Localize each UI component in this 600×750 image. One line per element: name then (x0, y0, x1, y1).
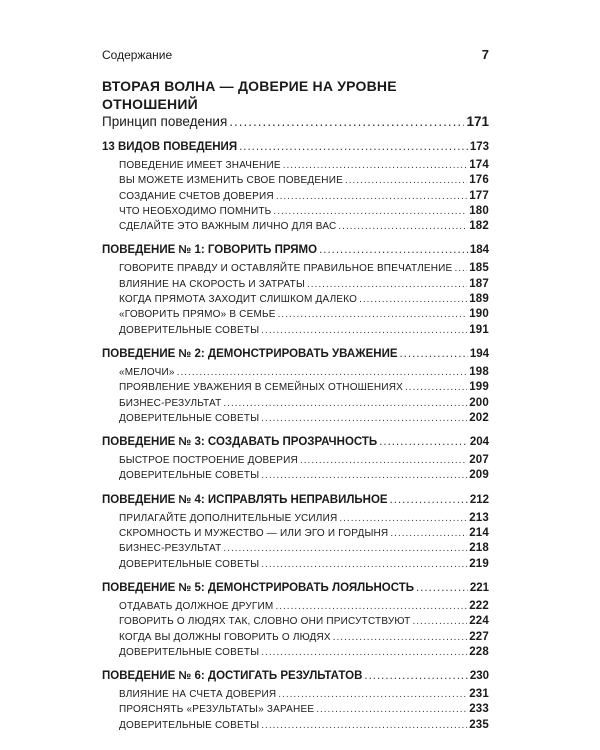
toc-entry-label: 13 ВИДОВ ПОВЕДЕНИЯ (102, 141, 238, 153)
dot-leader (359, 292, 467, 307)
toc-entry-label: ПОВЕДЕНИЕ № 3: СОЗДАВАТЬ ПРОЗРАЧНОСТЬ (102, 436, 378, 449)
dot-leader (400, 346, 468, 363)
toc-section-heading[interactable] (102, 492, 489, 509)
toc-entry-label: «МЕЛОЧИ» (119, 366, 175, 378)
toc-section (102, 139, 489, 234)
toc-entry-page: 209 (469, 469, 489, 482)
toc-subentry[interactable] (102, 702, 489, 717)
dot-leader (405, 380, 467, 395)
dot-leader (364, 668, 467, 685)
dot-leader (307, 277, 467, 292)
toc-section-heading[interactable] (102, 242, 489, 259)
dot-leader (454, 261, 467, 276)
dot-leader (261, 468, 467, 483)
toc-entry-label: «ГОВОРИТЬ ПРЯМО» В СЕМЬЕ (119, 309, 276, 321)
toc-entry-page: 233 (469, 703, 489, 716)
toc-entry-label: ПРИЛАГАЙТЕ ДОПОЛНИТЕЛЬНЫЕ УСИЛИЯ (119, 512, 338, 524)
toc-entry-page: 191 (469, 323, 489, 336)
toc-entry-page: 224 (469, 615, 489, 628)
toc-entry-label: ЧТО НЕОБХОДИМО ПОМНИТЬ (119, 205, 272, 217)
toc-section (102, 580, 489, 660)
toc-subentry[interactable] (102, 204, 489, 219)
toc-entry-page: 227 (469, 630, 489, 643)
toc-entry-label: ДОВЕРИТЕЛЬНЫЕ СОВЕТЫ (119, 646, 260, 658)
toc-subentry[interactable] (102, 411, 489, 426)
toc-entry-label: ВЛИЯНИЕ НА СЧЕТА ДОВЕРИЯ (119, 689, 277, 701)
toc-entry-page: 230 (469, 670, 489, 683)
dot-leader (229, 113, 464, 131)
toc-entry-page: 207 (469, 454, 489, 467)
toc-entry-page: 204 (469, 436, 489, 449)
dot-leader (275, 599, 467, 614)
toc-entry-label: ДОВЕРИТЕЛЬНЫЕ СОВЕТЫ (119, 719, 260, 731)
toc-section-heading[interactable] (102, 580, 489, 597)
toc-subentry[interactable] (102, 599, 489, 614)
dot-leader (223, 396, 467, 411)
toc-entry-label: БИЗНЕС-РЕЗУЛЬТАТ (119, 397, 222, 409)
toc-subentry[interactable] (102, 526, 489, 541)
toc-subentry[interactable] (102, 718, 489, 733)
toc-entry-page: 218 (469, 542, 489, 555)
toc-sections (102, 139, 489, 733)
dot-leader (177, 365, 468, 380)
toc-section-heading[interactable] (102, 434, 489, 451)
toc-entry-page: 202 (469, 411, 489, 424)
toc-entry-label: ПРОЯСНЯТЬ «РЕЗУЛЬТАТЫ» ЗАРАНЕЕ (119, 704, 315, 716)
toc-entry-page: 231 (469, 688, 489, 701)
toc-entry-label: ГОВОРИТЕ ПРАВДУ И ОСТАВЛЯЙТЕ ПРАВИЛЬНОЕ ВПЕЧАТЛЕНИЕ (119, 263, 453, 275)
dot-leader (319, 242, 468, 259)
toc-section (102, 346, 489, 426)
dot-leader (338, 219, 467, 234)
toc-entry-page: 177 (469, 189, 489, 202)
toc-entry-label: ПОВЕДЕНИЕ ИМЕЕТ ЗНАЧЕНИЕ (119, 160, 281, 171)
toc-entry-label: БИЗНЕС-РЕЗУЛЬТАТ (119, 543, 222, 555)
toc-entry-label: СКРОМНОСТЬ И МУЖЕСТВО — ИЛИ ЭГО И ГОРДЫНЯ (119, 528, 389, 540)
toc-entry-page: 212 (469, 493, 489, 506)
toc-entry-label: ПРОЯВЛЕНИЕ УВАЖЕНИЯ В СЕМЕЙНЫХ ОТНОШЕНИЯХ (119, 382, 404, 394)
toc-section-heading[interactable] (102, 346, 489, 363)
running-header (102, 47, 489, 62)
toc-entry-label: ОТДАВАТЬ ДОЛЖНОЕ ДРУГИМ (119, 600, 274, 612)
toc-entry-principle[interactable] (102, 113, 489, 131)
toc-subentry[interactable] (102, 541, 489, 556)
toc-entry-page: 194 (469, 347, 489, 360)
toc-subentry[interactable] (102, 614, 489, 629)
toc-subentry[interactable] (102, 645, 489, 660)
toc-section (102, 242, 489, 337)
toc-entry-label: ВЫ МОЖЕТЕ ИЗМЕНИТЬ СВОЕ ПОВЕДЕНИЕ (119, 175, 343, 187)
dot-leader (223, 541, 467, 556)
dot-leader (316, 702, 467, 717)
toc-entry-page: 180 (469, 204, 489, 217)
dot-leader (273, 204, 467, 219)
dot-leader (278, 687, 467, 702)
dot-leader (333, 630, 467, 645)
dot-leader (345, 173, 467, 188)
running-header-title: Содержание (102, 48, 173, 62)
toc-entry-label: КОГДА ПРЯМОТА ЗАХОДИТ СЛИШКОМ ДАЛЕКО (119, 294, 358, 306)
toc-entry-page: 171 (466, 114, 489, 129)
toc-entry-page: 235 (469, 718, 489, 731)
toc-subentry[interactable] (102, 189, 489, 204)
toc-entry-label: ДОВЕРИТЕЛЬНЫЕ СОВЕТЫ (119, 324, 260, 336)
toc-entry-page: 219 (469, 557, 489, 570)
toc-entry-label: ПОВЕДЕНИЕ № 5: ДЕМОНСТРИРОВАТЬ ЛОЯЛЬНОСТЬ (102, 581, 415, 594)
toc-entry-label: ГОВОРИТЬ О ЛЮДЯХ ТАК, СЛОВНО ОНИ ПРИСУТСТВУЮТ (119, 616, 411, 628)
toc-subentry[interactable] (102, 292, 489, 307)
toc-entry-page: 174 (469, 159, 489, 171)
dot-leader (261, 323, 467, 338)
toc-subentry[interactable] (102, 453, 489, 468)
toc-subentry[interactable] (102, 277, 489, 292)
toc-entry-label: СОЗДАНИЕ СЧЕТОВ ДОВЕРИЯ (119, 190, 274, 202)
toc-section (102, 668, 489, 733)
toc-entry-page: 184 (469, 244, 489, 257)
toc-subentry[interactable] (102, 173, 489, 188)
toc-entry-page: 185 (469, 262, 489, 275)
dot-leader (300, 453, 467, 468)
toc-entry-label: Принцип поведения (102, 114, 228, 129)
toc-subentry[interactable] (102, 380, 489, 395)
dot-leader (261, 411, 467, 426)
toc-subentry[interactable] (102, 261, 489, 276)
toc-entry-page: 176 (469, 174, 489, 187)
toc-entry-page: 190 (469, 308, 489, 321)
dot-leader (261, 645, 467, 660)
toc-entry-page: 198 (469, 365, 489, 378)
toc-subentry[interactable] (102, 511, 489, 526)
dot-leader (390, 492, 468, 509)
dot-leader (261, 718, 467, 733)
dot-leader (339, 511, 467, 526)
toc-subentry[interactable] (102, 557, 489, 572)
part-title: ВТОРАЯ ВОЛНА — ДОВЕРИЕ НА УРОВНЕ ОТНОШЕНИЙ (102, 78, 397, 112)
toc-entry-label: ПОВЕДЕНИЕ № 2: ДЕМОНСТРИРОВАТЬ УВАЖЕНИЕ (102, 347, 398, 360)
toc-entry-page: 222 (469, 599, 489, 612)
toc-entry-page: 173 (469, 141, 489, 153)
toc-subentry[interactable] (102, 687, 489, 702)
dot-leader (283, 158, 467, 173)
toc-section-heading[interactable] (102, 668, 489, 685)
toc-entry-page: 189 (469, 293, 489, 306)
toc-entry-label: ДОВЕРИТЕЛЬНЫЕ СОВЕТЫ (119, 558, 260, 570)
dot-leader (239, 139, 468, 156)
toc-entry-label: ПОВЕДЕНИЕ № 6: ДОСТИГАТЬ РЕЗУЛЬТАТОВ (102, 670, 363, 683)
dot-leader (379, 434, 468, 451)
toc-subentry[interactable] (102, 158, 489, 173)
toc-entry-page: 214 (469, 527, 489, 540)
toc-subentry[interactable] (102, 307, 489, 322)
toc-entry-label: ДОВЕРИТЕЛЬНЫЕ СОВЕТЫ (119, 470, 260, 482)
toc-subentry[interactable] (102, 219, 489, 234)
toc-entry-page: 200 (469, 396, 489, 409)
dot-leader (276, 189, 467, 204)
toc-entry-label: ДОВЕРИТЕЛЬНЫЕ СОВЕТЫ (119, 412, 260, 424)
dot-leader (413, 614, 468, 629)
toc-entry-label: БЫСТРОЕ ПОСТРОЕНИЕ ДОВЕРИЯ (119, 455, 298, 467)
toc-entry-page: 199 (469, 381, 489, 394)
dot-leader (390, 526, 467, 541)
toc-entry-label: ПОВЕДЕНИЕ № 4: ИСПРАВЛЯТЬ НЕПРАВИЛЬНОЕ (102, 493, 388, 506)
toc-entry-label: СДЕЛАЙТЕ ЭТО ВАЖНЫМ ЛИЧНО ДЛЯ ВАС (119, 221, 337, 233)
toc-entry-page: 187 (469, 277, 489, 290)
dot-leader (261, 557, 467, 572)
toc-section-heading[interactable] (102, 139, 489, 156)
toc-subentry[interactable] (102, 468, 489, 483)
dot-leader (278, 307, 468, 322)
toc-entry-label: ВЛИЯНИЕ НА СКОРОСТЬ И ЗАТРАТЫ (119, 278, 305, 290)
toc-entry-page: 213 (469, 511, 489, 524)
page-number: 7 (481, 47, 489, 62)
toc-section (102, 434, 489, 484)
table-of-contents (102, 77, 489, 741)
toc-subentry[interactable] (102, 365, 489, 380)
toc-subentry[interactable] (102, 323, 489, 338)
toc-subentry[interactable] (102, 396, 489, 411)
toc-section (102, 492, 489, 572)
dot-leader (416, 580, 468, 597)
toc-subentry[interactable] (102, 630, 489, 645)
toc-entry-label: КОГДА ВЫ ДОЛЖНЫ ГОВОРИТЬ О ЛЮДЯХ (119, 631, 331, 643)
toc-entry-page: 221 (469, 581, 489, 594)
toc-entry-page: 228 (469, 645, 489, 658)
toc-entry-label: ПОВЕДЕНИЕ № 1: ГОВОРИТЬ ПРЯМО (102, 244, 318, 257)
toc-entry-page: 182 (469, 220, 489, 233)
